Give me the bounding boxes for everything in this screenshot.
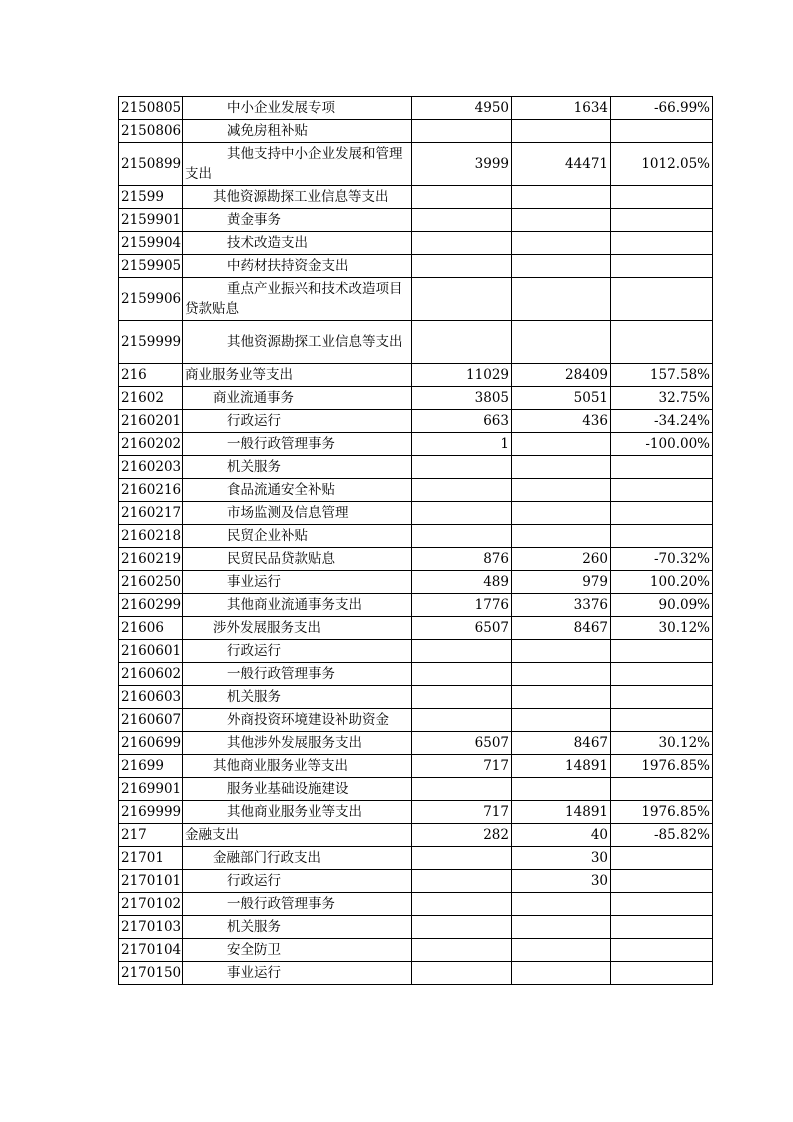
row-code: 217 <box>119 824 183 847</box>
row-name: 一般行政管理事务 <box>183 663 412 686</box>
row-change-percent <box>611 640 713 663</box>
row-name: 中药材扶持资金支出 <box>183 255 412 278</box>
row-value-current <box>512 502 611 525</box>
row-name: 一般行政管理事务 <box>183 893 412 916</box>
row-change-percent <box>611 456 713 479</box>
row-value-prior: 717 <box>412 801 512 824</box>
row-code: 2160216 <box>119 479 183 502</box>
row-value-current: 436 <box>512 410 611 433</box>
row-change-percent <box>611 278 713 321</box>
row-value-current: 8467 <box>512 732 611 755</box>
row-value-current <box>512 186 611 209</box>
row-value-prior <box>412 502 512 525</box>
row-name: 其他支持中小企业发展和管理支出 <box>183 143 412 186</box>
table-row <box>119 548 713 571</box>
table-row <box>119 364 713 387</box>
table-row <box>119 571 713 594</box>
row-change-percent <box>611 321 713 364</box>
row-value-current: 40 <box>512 824 611 847</box>
row-code: 2170103 <box>119 916 183 939</box>
row-value-current: 5051 <box>512 387 611 410</box>
row-value-current <box>512 962 611 985</box>
row-code: 2160607 <box>119 709 183 732</box>
row-value-current <box>512 232 611 255</box>
row-change-percent: -66.99% <box>611 97 713 120</box>
table-row <box>119 847 713 870</box>
table-row <box>119 962 713 985</box>
row-name: 行政运行 <box>183 640 412 663</box>
row-value-current <box>512 525 611 548</box>
row-value-current: 14891 <box>512 801 611 824</box>
row-name: 机关服务 <box>183 686 412 709</box>
row-name: 其他商业服务业等支出 <box>183 755 412 778</box>
row-code: 2159906 <box>119 278 183 321</box>
table-row <box>119 640 713 663</box>
budget-table-body <box>119 97 713 985</box>
row-name: 民贸企业补贴 <box>183 525 412 548</box>
table-row <box>119 801 713 824</box>
row-change-percent <box>611 686 713 709</box>
table-row <box>119 870 713 893</box>
row-value-prior: 876 <box>412 548 512 571</box>
row-value-prior <box>412 939 512 962</box>
row-code: 2159904 <box>119 232 183 255</box>
row-value-current <box>512 686 611 709</box>
row-name: 其他资源勘探工业信息等支出 <box>183 321 412 364</box>
row-change-percent <box>611 893 713 916</box>
table-row <box>119 709 713 732</box>
row-value-current: 1634 <box>512 97 611 120</box>
row-change-percent <box>611 209 713 232</box>
table-row <box>119 255 713 278</box>
row-code: 2160218 <box>119 525 183 548</box>
row-change-percent: -100.00% <box>611 433 713 456</box>
row-change-percent: 157.58% <box>611 364 713 387</box>
row-code: 21699 <box>119 755 183 778</box>
row-change-percent: 90.09% <box>611 594 713 617</box>
table-row <box>119 387 713 410</box>
row-change-percent <box>611 709 713 732</box>
row-value-current <box>512 479 611 502</box>
row-code: 2160603 <box>119 686 183 709</box>
row-change-percent: -70.32% <box>611 548 713 571</box>
row-value-current: 44471 <box>512 143 611 186</box>
row-name: 减免房租补贴 <box>183 120 412 143</box>
row-value-current <box>512 433 611 456</box>
row-name: 其他商业服务业等支出 <box>183 801 412 824</box>
row-change-percent <box>611 255 713 278</box>
row-code: 2160601 <box>119 640 183 663</box>
row-change-percent: 1976.85% <box>611 801 713 824</box>
row-value-prior <box>412 663 512 686</box>
row-code: 21602 <box>119 387 183 410</box>
row-value-prior <box>412 321 512 364</box>
row-value-current <box>512 456 611 479</box>
row-code: 2170102 <box>119 893 183 916</box>
row-name: 服务业基础设施建设 <box>183 778 412 801</box>
table-row <box>119 143 713 186</box>
row-value-current <box>512 709 611 732</box>
row-code: 2159999 <box>119 321 183 364</box>
row-name: 市场监测及信息管理 <box>183 502 412 525</box>
row-value-current <box>512 663 611 686</box>
row-value-prior <box>412 255 512 278</box>
row-code: 21599 <box>119 186 183 209</box>
row-name: 事业运行 <box>183 571 412 594</box>
row-code: 2160219 <box>119 548 183 571</box>
row-change-percent <box>611 479 713 502</box>
row-code: 2160201 <box>119 410 183 433</box>
row-name: 涉外发展服务支出 <box>183 617 412 640</box>
row-change-percent: 1976.85% <box>611 755 713 778</box>
row-change-percent <box>611 778 713 801</box>
row-value-current <box>512 916 611 939</box>
table-row <box>119 209 713 232</box>
table-row <box>119 755 713 778</box>
budget-table <box>118 96 713 985</box>
row-name: 技术改造支出 <box>183 232 412 255</box>
row-code: 2160203 <box>119 456 183 479</box>
row-value-prior <box>412 962 512 985</box>
row-change-percent <box>611 120 713 143</box>
table-row <box>119 732 713 755</box>
table-row <box>119 321 713 364</box>
table-row <box>119 479 713 502</box>
row-code: 2169999 <box>119 801 183 824</box>
row-value-prior <box>412 847 512 870</box>
row-change-percent: 100.20% <box>611 571 713 594</box>
row-value-prior: 1 <box>412 433 512 456</box>
row-code: 2160202 <box>119 433 183 456</box>
table-row <box>119 410 713 433</box>
table-row <box>119 686 713 709</box>
row-value-prior <box>412 870 512 893</box>
row-value-current <box>512 209 611 232</box>
row-code: 216 <box>119 364 183 387</box>
row-value-prior: 663 <box>412 410 512 433</box>
row-value-prior <box>412 709 512 732</box>
table-row <box>119 525 713 548</box>
row-name: 商业服务业等支出 <box>183 364 412 387</box>
row-value-prior <box>412 232 512 255</box>
row-value-current: 14891 <box>512 755 611 778</box>
row-code: 2170150 <box>119 962 183 985</box>
table-row <box>119 456 713 479</box>
row-value-prior <box>412 525 512 548</box>
row-name: 安全防卫 <box>183 939 412 962</box>
row-value-current: 979 <box>512 571 611 594</box>
row-change-percent: 1012.05% <box>611 143 713 186</box>
row-change-percent <box>611 232 713 255</box>
table-row <box>119 893 713 916</box>
row-code: 21701 <box>119 847 183 870</box>
row-change-percent <box>611 525 713 548</box>
row-name: 食品流通安全补贴 <box>183 479 412 502</box>
row-value-prior: 3805 <box>412 387 512 410</box>
row-value-current: 28409 <box>512 364 611 387</box>
row-value-current <box>512 321 611 364</box>
row-code: 2160250 <box>119 571 183 594</box>
row-code: 2159901 <box>119 209 183 232</box>
table-row <box>119 97 713 120</box>
row-code: 2160299 <box>119 594 183 617</box>
row-name: 民贸民品贷款贴息 <box>183 548 412 571</box>
row-value-prior: 717 <box>412 755 512 778</box>
row-change-percent <box>611 186 713 209</box>
row-value-prior <box>412 278 512 321</box>
table-row <box>119 594 713 617</box>
row-name: 事业运行 <box>183 962 412 985</box>
row-name: 中小企业发展专项 <box>183 97 412 120</box>
row-name: 外商投资环境建设补助资金 <box>183 709 412 732</box>
row-change-percent: 32.75% <box>611 387 713 410</box>
row-value-current <box>512 893 611 916</box>
row-value-prior <box>412 456 512 479</box>
row-change-percent: 30.12% <box>611 732 713 755</box>
row-change-percent: -85.82% <box>611 824 713 847</box>
row-value-prior: 3999 <box>412 143 512 186</box>
row-name: 行政运行 <box>183 410 412 433</box>
table-row <box>119 939 713 962</box>
row-change-percent <box>611 916 713 939</box>
row-value-current <box>512 278 611 321</box>
row-value-prior: 489 <box>412 571 512 594</box>
row-name: 其他涉外发展服务支出 <box>183 732 412 755</box>
row-change-percent: 30.12% <box>611 617 713 640</box>
row-value-current: 30 <box>512 847 611 870</box>
row-code: 2160217 <box>119 502 183 525</box>
row-name: 重点产业振兴和技术改造项目贷款贴息 <box>183 278 412 321</box>
row-value-current <box>512 640 611 663</box>
row-change-percent <box>611 870 713 893</box>
row-value-prior: 282 <box>412 824 512 847</box>
row-name: 金融支出 <box>183 824 412 847</box>
row-code: 2170104 <box>119 939 183 962</box>
row-name: 一般行政管理事务 <box>183 433 412 456</box>
row-value-prior <box>412 186 512 209</box>
row-name: 机关服务 <box>183 916 412 939</box>
row-code: 2160602 <box>119 663 183 686</box>
row-change-percent <box>611 939 713 962</box>
table-row <box>119 778 713 801</box>
row-code: 2160699 <box>119 732 183 755</box>
row-value-current <box>512 120 611 143</box>
row-value-current <box>512 939 611 962</box>
table-row <box>119 186 713 209</box>
row-value-prior <box>412 120 512 143</box>
row-change-percent: -34.24% <box>611 410 713 433</box>
row-value-current: 260 <box>512 548 611 571</box>
row-value-prior: 4950 <box>412 97 512 120</box>
row-name: 商业流通事务 <box>183 387 412 410</box>
row-code: 2150805 <box>119 97 183 120</box>
table-row <box>119 232 713 255</box>
row-name: 其他资源勘探工业信息等支出 <box>183 186 412 209</box>
row-value-prior <box>412 479 512 502</box>
row-code: 2150899 <box>119 143 183 186</box>
row-name: 其他商业流通事务支出 <box>183 594 412 617</box>
row-code: 2150806 <box>119 120 183 143</box>
table-row <box>119 617 713 640</box>
table-row <box>119 278 713 321</box>
row-value-prior <box>412 209 512 232</box>
row-name: 黄金事务 <box>183 209 412 232</box>
row-change-percent <box>611 847 713 870</box>
row-name: 行政运行 <box>183 870 412 893</box>
row-change-percent <box>611 962 713 985</box>
row-value-current: 8467 <box>512 617 611 640</box>
row-name: 机关服务 <box>183 456 412 479</box>
row-value-prior <box>412 686 512 709</box>
row-change-percent <box>611 502 713 525</box>
row-code: 21606 <box>119 617 183 640</box>
row-change-percent <box>611 663 713 686</box>
row-value-current <box>512 778 611 801</box>
table-row <box>119 663 713 686</box>
table-row <box>119 824 713 847</box>
row-code: 2170101 <box>119 870 183 893</box>
row-value-prior: 11029 <box>412 364 512 387</box>
row-value-current: 3376 <box>512 594 611 617</box>
table-row <box>119 916 713 939</box>
row-code: 2159905 <box>119 255 183 278</box>
row-value-prior: 6507 <box>412 617 512 640</box>
row-code: 2169901 <box>119 778 183 801</box>
table-row <box>119 120 713 143</box>
row-value-prior <box>412 640 512 663</box>
row-value-prior: 6507 <box>412 732 512 755</box>
row-value-prior <box>412 778 512 801</box>
row-name: 金融部门行政支出 <box>183 847 412 870</box>
row-value-current <box>512 255 611 278</box>
row-value-prior <box>412 916 512 939</box>
table-row <box>119 502 713 525</box>
row-value-prior: 1776 <box>412 594 512 617</box>
row-value-current: 30 <box>512 870 611 893</box>
row-value-prior <box>412 893 512 916</box>
table-row <box>119 433 713 456</box>
